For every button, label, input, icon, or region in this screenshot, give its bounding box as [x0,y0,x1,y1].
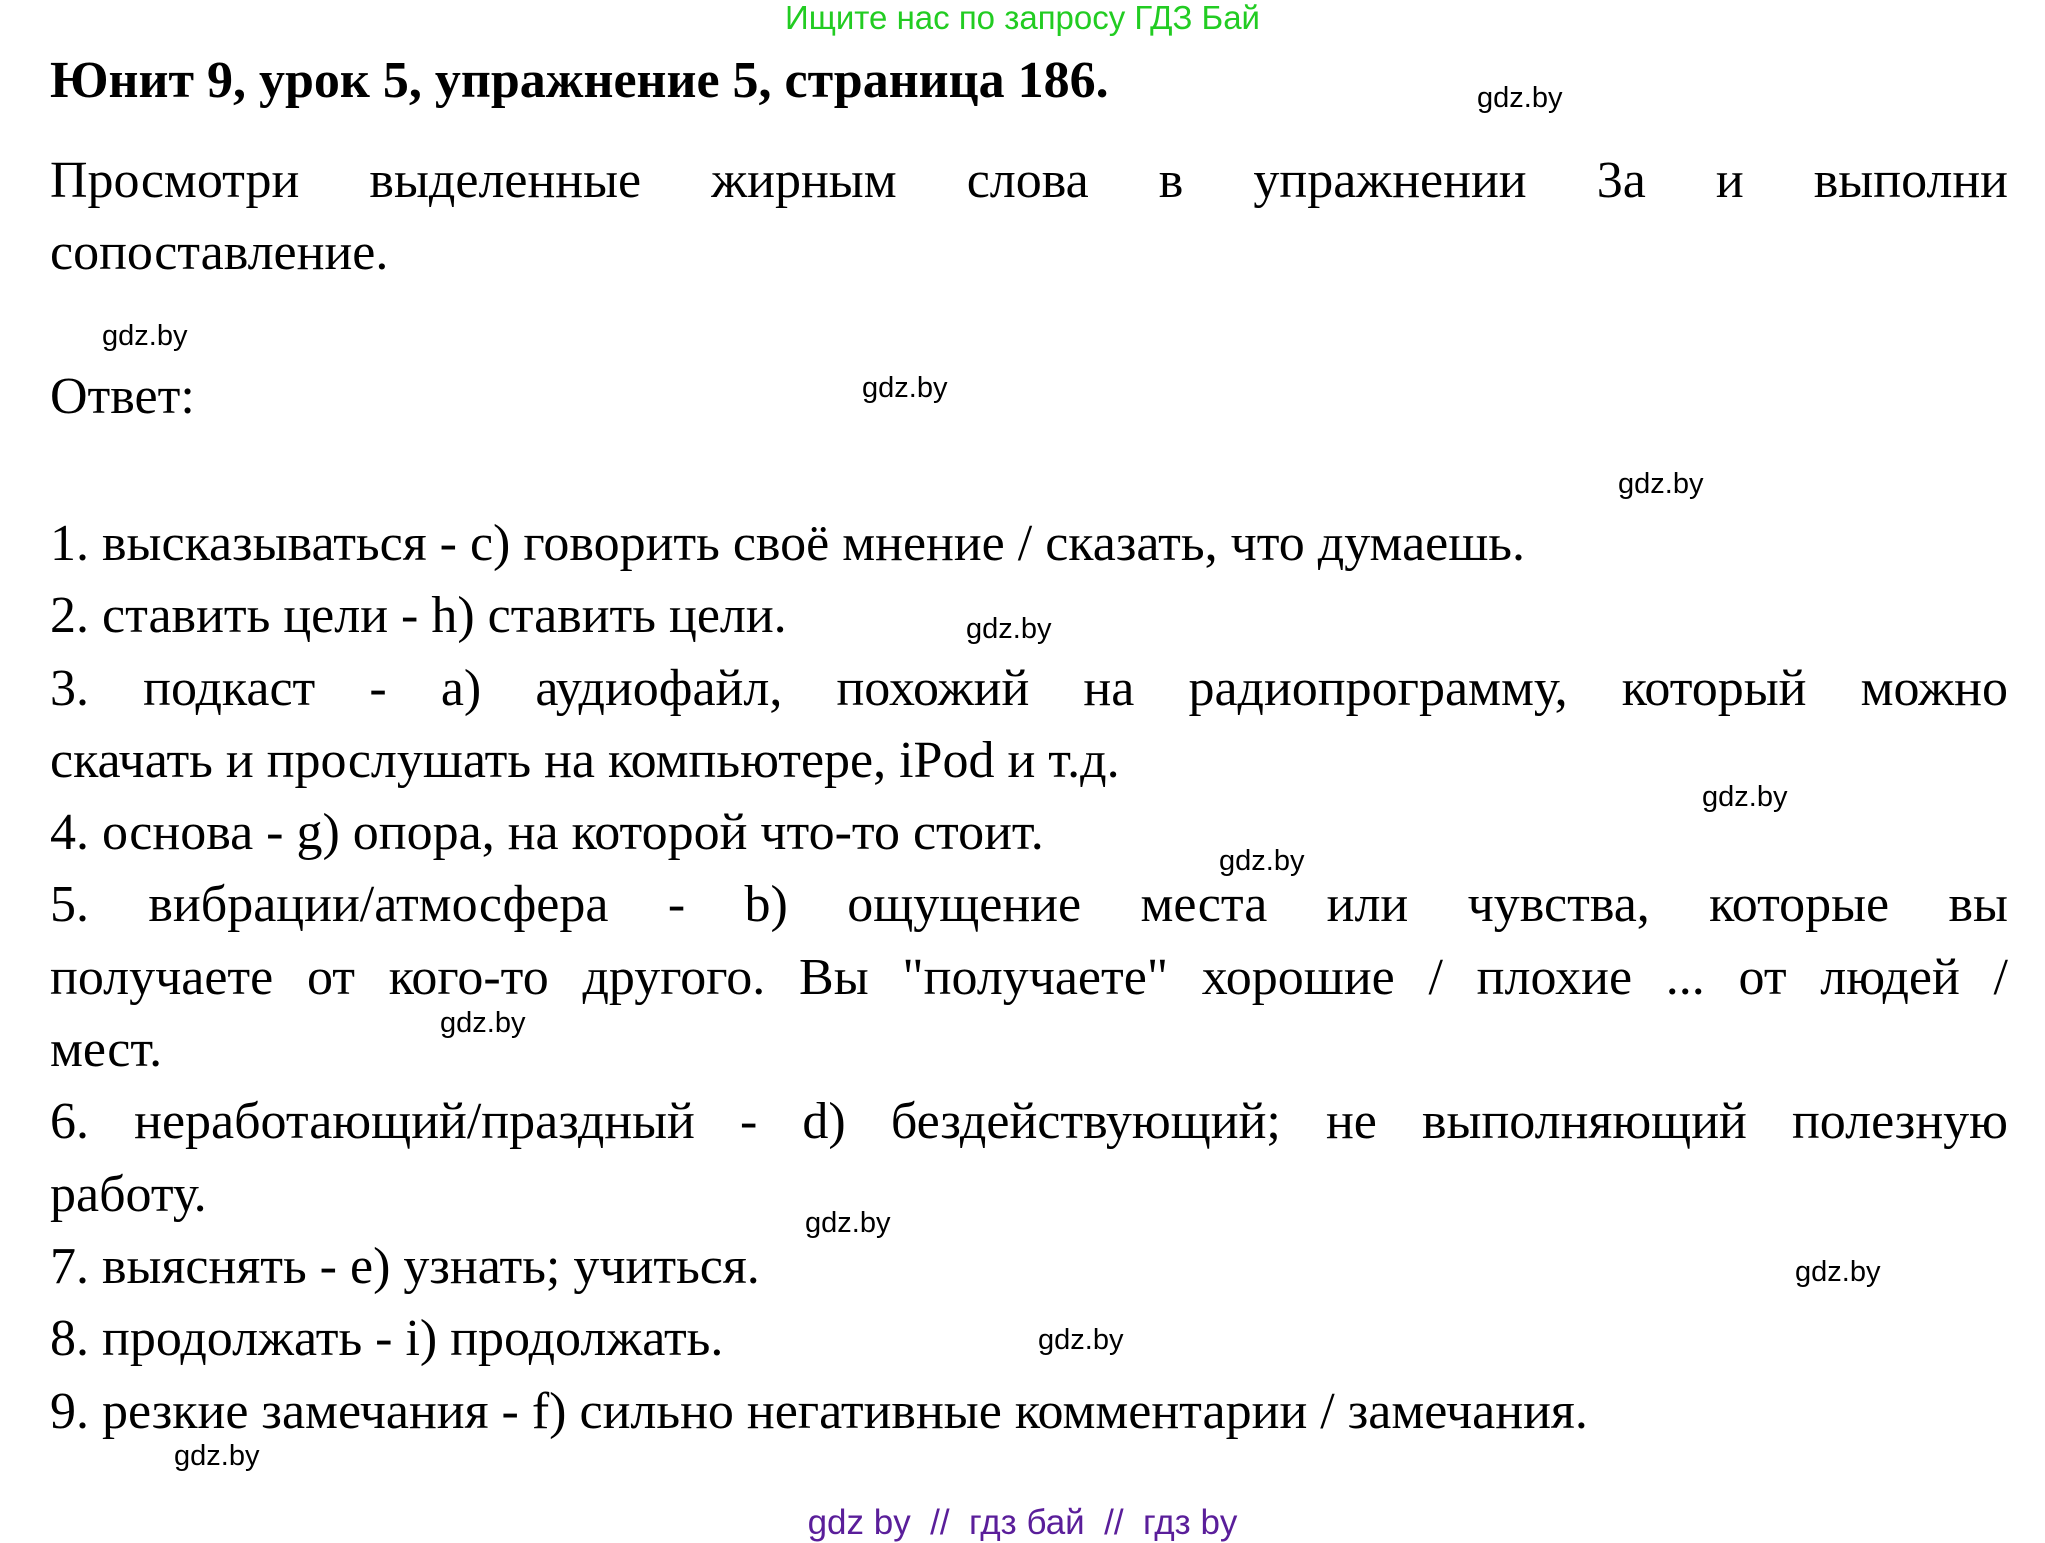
answer-line: 3. подкаст - a) аудиофайл, похожий на радиопрограмму, который можно [50,659,2008,717]
answer-line: мест. [50,1021,163,1079]
answer-line: 1. высказываться - c) говорить своё мнение / сказать, что думаешь. [50,515,1525,572]
answer-line: 4. основа - g) опора, на которой что-то стоит. [50,804,1044,862]
answer-line: 6. неработающий/праздный - d) бездействующий; не выполняющий полезную [50,1093,2008,1151]
answer-label: Ответ: [50,368,195,425]
watermark: gdz.by [1795,1256,1881,1288]
answer-line: 8. продолжать - i) продолжать. [50,1310,724,1368]
answer-line: скачать и прослушать на компьютере, iPod и т.д. [50,731,1120,789]
watermark: gdz.by [102,320,188,352]
watermark: gdz.by [805,1207,891,1239]
answer-line: получаете от кого-то другого. Вы "получаете" хорошие / плохие ... от людей / [50,948,2008,1006]
answer-line: 2. ставить цели - h) ставить цели. [50,587,787,645]
watermark: gdz.by [440,1007,526,1039]
watermark: gdz.by [1038,1324,1124,1356]
footer-links[interactable]: gdz by // гдз бай // гдз by [807,1503,1238,1542]
task-line: Просмотри выделенные жирным слова в упражнении 3а и выполни [50,152,2008,209]
page-title: Юнит 9, урок 5, упражнение 5, страница 186. [50,52,1109,109]
answer-line: 5. вибрации/атмосфера - b) ощущение места или чувства, которые вы [50,876,2008,934]
answer-line: 9. резкие замечания - f) сильно негативные комментарии / замечания. [50,1382,1588,1440]
watermark: gdz.by [1702,781,1788,813]
watermark: gdz.by [1477,82,1563,114]
task-line: сопоставление. [50,224,389,282]
top-banner[interactable]: Ищите нас по запросу ГДЗ Бай [785,0,1260,36]
watermark: gdz.by [174,1440,260,1472]
watermark: gdz.by [966,613,1052,645]
answer-list [50,508,2008,1448]
answer-line: работу. [50,1165,207,1223]
watermark: gdz.by [862,372,948,404]
answer-line: 7. выяснять - e) узнать; учиться. [50,1237,760,1295]
watermark: gdz.by [1618,468,1704,500]
task-text [50,145,2008,290]
watermark: gdz.by [1219,845,1305,877]
